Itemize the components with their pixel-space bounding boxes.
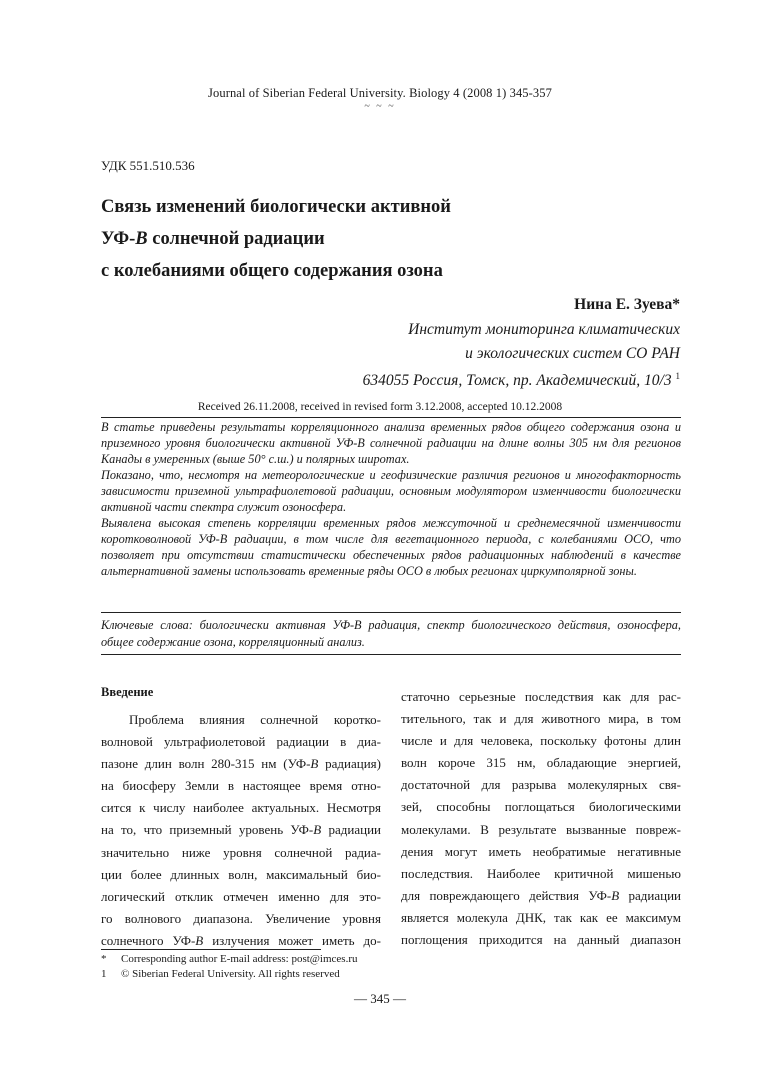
abstract [101, 419, 681, 579]
title-line-2 [101, 223, 681, 255]
keywords: Ключевые слова: биологически активная УФ-B радиация, спектр биологического действия, озоносфера, общее содержание озона, корреляционный анализ. [101, 618, 681, 649]
body-line: достаточной для разрыва молекулярных свя- [401, 777, 681, 793]
body-line: молекулами. В результате вызванные повреж- [401, 821, 681, 837]
body-line: волн короче 315 нм, обладающие энергией, [401, 755, 681, 771]
footnote-rule [101, 949, 321, 950]
affiliation-address: 634055 Россия, Томск, пр. Академический, 10/3 [362, 372, 672, 389]
keywords-top-rule [101, 612, 681, 613]
footnote-2-mark: 1 [101, 968, 107, 980]
affiliation-line-1: Институт мониторинга климатических [408, 321, 680, 338]
footnote-1-text: Corresponding author E-mail address: post@imces.ru [121, 953, 358, 965]
body-line: является молекула ДНК, так как ее максимум [401, 909, 681, 925]
section-heading-introduction: Введение [101, 685, 154, 699]
title-line-3: с колебаниями общего содержания озона [101, 261, 443, 281]
udc-code: УДК 551.510.536 [101, 158, 195, 173]
body-line: ции более длинных волн, максимальный био- [101, 866, 381, 882]
body-line: солнечного УФ-B излучения может иметь до- [101, 932, 382, 948]
abstract-paragraph-3: Выявлена высокая степень корреляции временных рядов межсуточной и среднемесячной изменчивости коротковолновой УФ-B радиации, в том числе для вегетационного периода, с колебаниями ОСО, что позволяет при отсутствии статистически обеспеченных рядов радиационных наблюдений в качестве альтернативной замены использовать временные ряды ОСО в любых регионах циркумполярной зоны. [101, 516, 681, 578]
body-line: тительного, так и для животного мира, в том [401, 711, 681, 727]
title-suffix: солнечной радиации [147, 229, 325, 249]
footnote-2-text: © Siberian Federal University. All rights reserved [121, 968, 340, 980]
body-column-right [401, 686, 681, 951]
abstract-top-rule [101, 417, 681, 418]
body-line: статочно серьезные последствия как для рас- [401, 689, 681, 704]
affiliation-line-2: и экологических систем СО РАН [465, 344, 680, 362]
body-line: пазоне длин волн 280-315 нм (УФ-B радиация) [101, 756, 381, 772]
body-line: на то, что приземный уровень УФ-B радиации [101, 822, 381, 838]
body-line: зей, способны поглощаться биологическими [401, 799, 681, 815]
body-line: числе и для человека, поскольку фотоны длин [401, 733, 681, 749]
title-line-1: Связь изменений биологически активной [101, 197, 451, 217]
footnote-2 [101, 967, 358, 982]
body-line: последствия. Наиболее критичной мишенью [401, 865, 681, 881]
body-line: значительно ниже уровня солнечной радиа- [101, 844, 381, 860]
title-prefix: УФ- [101, 229, 136, 249]
body-column-left [101, 709, 381, 952]
body-line: для повреждающего действия УФ-B радиации [401, 887, 682, 903]
body-line: го волнового диапазона. Увеличение уровня [101, 910, 381, 926]
page-number: — 345 — [354, 991, 406, 1006]
title-italic-b: B [135, 229, 148, 249]
footnote-1-mark: * [101, 953, 107, 965]
author-affiliation [363, 318, 680, 393]
footnote-1 [101, 952, 358, 967]
abstract-paragraph-2: Показано, что, несмотря на метеорологические и геофизические различия регионов и многофакторность зависимости приземной ультрафиолетовой радиации, основным модулятором изменчивости биологически активной части спектра служит озоносфера. [101, 468, 681, 514]
body-line: логический отклик отмечен именно для это- [101, 888, 381, 904]
abstract-paragraph-1: В статье приведены результаты корреляционного анализа временных рядов общего содержания озона и приземного уровня биологически активной УФ-B солнечной радиации на длине волны 305 нм для регионов Канады в умеренных (выше 50° с.ш.) и полярных широтах. [101, 420, 681, 466]
keywords-bottom-rule [101, 654, 681, 655]
body-line: дения могут иметь необратимые негативные [401, 843, 681, 859]
header-ornament: ~ ~ ~ [364, 101, 396, 112]
body-line: Проблема влияния солнечной коротко- [129, 712, 381, 727]
body-line: сится к числу наиболее актуальных. Несмотря [101, 800, 381, 816]
body-line: на биосферу Земли в настоящее время отно- [101, 778, 381, 794]
received-dates: Received 26.11.2008, received in revised form 3.12.2008, accepted 10.12.2008 [197, 401, 563, 413]
body-line: поглощения приходится на данный диапазон [401, 932, 681, 948]
affiliation-mark: 1 [675, 371, 680, 381]
body-line: волновой ультрафиолетовой радиации в диа- [101, 734, 381, 750]
footnotes [101, 952, 358, 982]
author-name: Нина Е. Зуева* [574, 296, 680, 313]
journal-header: Journal of Siberian Federal University. Biology 4 (2008 1) 345-357 [208, 86, 552, 100]
article-title [101, 191, 681, 287]
affiliation-line-3 [363, 365, 680, 393]
